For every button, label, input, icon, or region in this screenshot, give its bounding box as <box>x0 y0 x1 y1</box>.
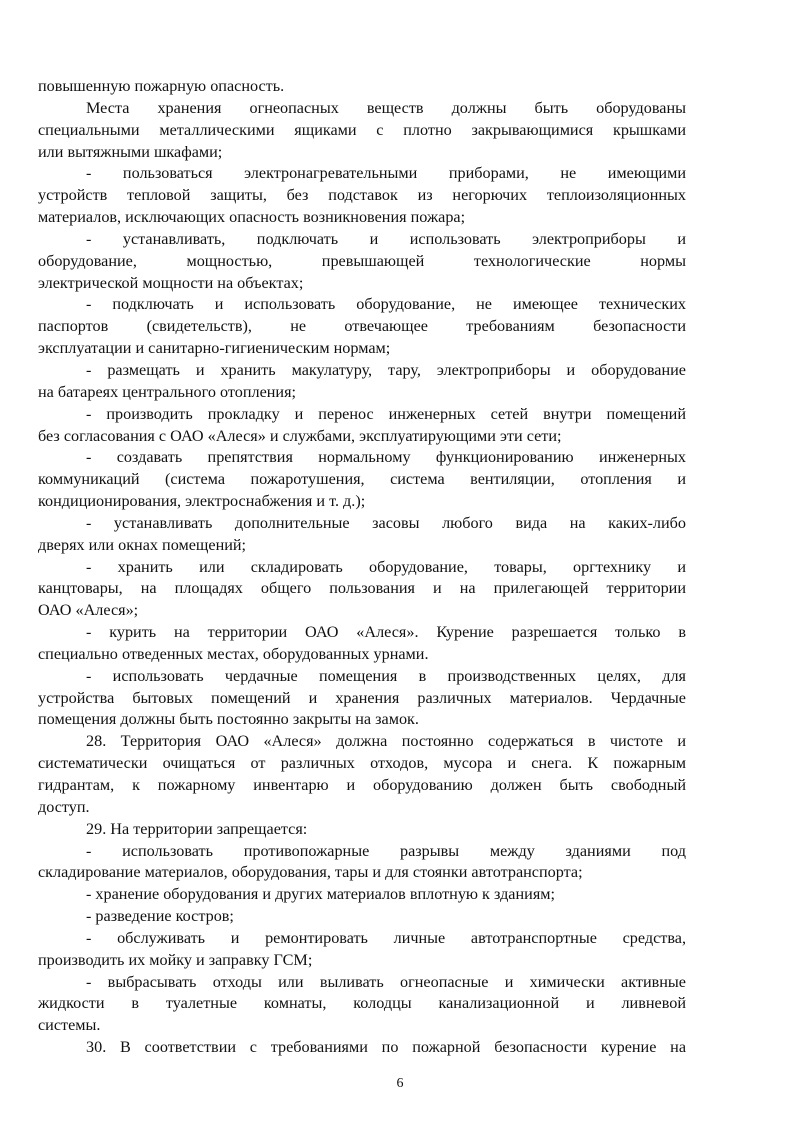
text-line: - выбрасывать отходы или выливать огнеопасные и химически активные <box>86 972 686 991</box>
text-line: - хранить или складировать оборудование, товары, оргтехнику и <box>86 557 686 576</box>
text-line: канцтовары, на площадях общего пользования и на прилегающей территории <box>38 579 686 598</box>
text-line: - хранение оборудования и других материалов вплотную к зданиям; <box>86 885 556 904</box>
text-line: или вытяжными шкафами; <box>38 142 223 161</box>
text-line: - курить на территории ОАО «Алеся». Курение разрешается только в <box>86 623 686 642</box>
text-line: 28. Территория ОАО «Алеся» должна постоянно содержаться в чистоте и <box>86 732 686 751</box>
text-line: - создавать препятствия нормальному функционированию инженерных <box>86 448 686 467</box>
text-line: помещения должны быть постоянно закрыты на замок. <box>38 710 419 729</box>
text-line: - устанавливать, подключать и использовать электроприборы и <box>86 229 686 248</box>
text-line: устройств тепловой защиты, без подставок из негорючих теплоизоляционных <box>38 186 686 205</box>
text-line: повышенную пожарную опасность. <box>38 77 285 95</box>
text-line: специально отведенных местах, оборудованных урнами. <box>38 644 429 663</box>
text-line: доступ. <box>38 797 90 816</box>
text-line: - использовать противопожарные разрывы между зданиями под <box>86 841 686 860</box>
text-line: оборудование, мощностью, превышающей технологические нормы <box>38 251 686 270</box>
text-line: эксплуатации и санитарно-гигиеническим нормам; <box>38 339 391 358</box>
text-line: 30. В соответствии с требованиями по пожарной безопасности курение на <box>86 1038 686 1057</box>
text-line: паспортов (свидетельств), не отвечающее требованиям безопасности <box>38 317 686 336</box>
text-line: жидкости в туалетные комнаты, колодцы канализационной и ливневой <box>38 994 686 1013</box>
text-line: электрической мощности на объектах; <box>38 273 304 292</box>
text-line: - использовать чердачные помещения в производственных целях, для <box>86 666 686 685</box>
text-line: системы. <box>38 1016 101 1035</box>
text-line: специальными металлическими ящиками с плотно закрывающимися крышками <box>38 120 686 139</box>
text-line: 29. На территории запрещается: <box>86 819 308 838</box>
text-line: устройства бытовых помещений и хранения различных материалов. Чердачные <box>38 688 686 707</box>
text-line: ОАО «Алеся»; <box>38 601 139 620</box>
text-line: коммуникаций (система пожаротушения, система вентиляции, отопления и <box>38 470 686 489</box>
text-line: складирование материалов, оборудования, тары и для стоянки автотранспорта; <box>38 863 583 882</box>
text-line: кондиционирования, электроснабжения и т. д.); <box>38 492 366 511</box>
text-line: на батареях центрального отопления; <box>38 382 297 401</box>
text-line: производить их мойку и заправку ГСМ; <box>38 950 313 969</box>
body-text <box>38 76 686 1059</box>
page-number: 6 <box>396 1076 404 1091</box>
text-line: - устанавливать дополнительные засовы любого вида на каких-либо <box>86 513 686 532</box>
text-line: - обслуживать и ремонтировать личные автотранспортные средства, <box>86 928 686 947</box>
text-line: дверях или окнах помещений; <box>38 535 247 554</box>
text-line: - пользоваться электронагревательными приборами, не имеющими <box>86 164 686 183</box>
text-line: систематически очищаться от различных отходов, мусора и снега. К пожарным <box>38 754 686 773</box>
text-line: - разведение костров; <box>86 907 234 926</box>
text-line: без согласования с ОАО «Алеся» и службами, эксплуатирующими эти сети; <box>38 426 562 445</box>
text-line: - производить прокладку и перенос инженерных сетей внутри помещений <box>86 404 686 423</box>
text-line: Места хранения огнеопасных веществ должны быть оборудованы <box>86 98 686 117</box>
text-line: - подключать и использовать оборудование, не имеющее технических <box>86 295 686 314</box>
text-line: материалов, исключающих опасность возникновения пожара; <box>38 208 466 227</box>
text-line: - размещать и хранить макулатуру, тару, электроприборы и оборудование <box>86 360 686 379</box>
text-line: гидрантам, к пожарному инвентарю и оборудованию должен быть свободный <box>38 776 686 794</box>
